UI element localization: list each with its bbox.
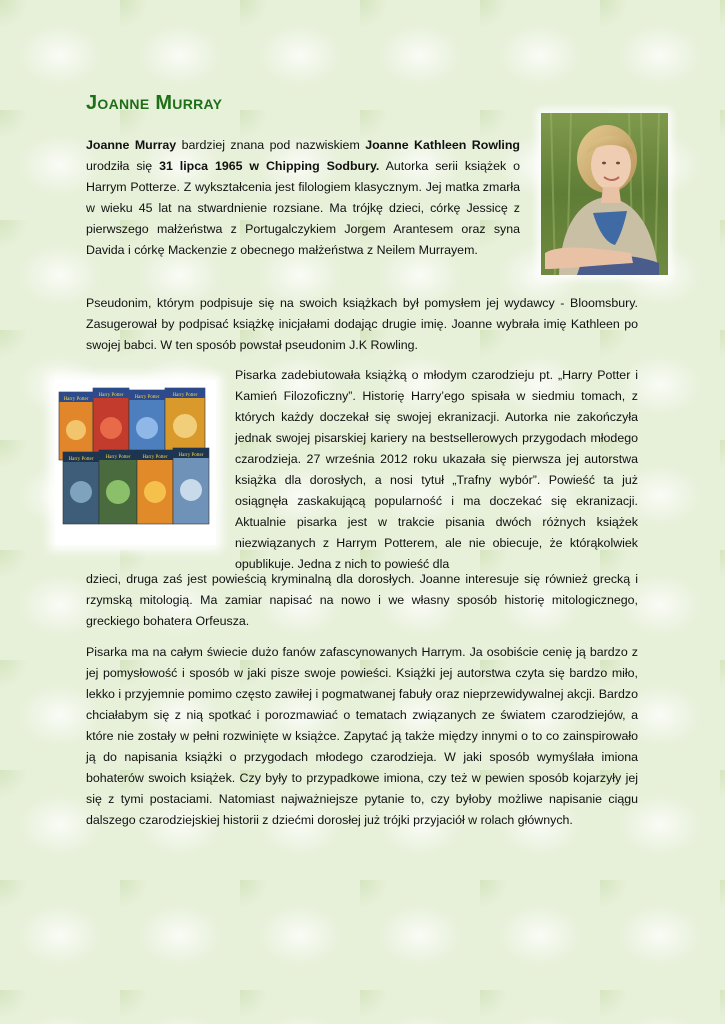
- cover-title: Harry Potter: [98, 393, 124, 398]
- intro-text-2: urodziła się: [86, 159, 160, 173]
- bold-name: Joanne Murray: [86, 138, 177, 152]
- cover-title: Harry Potter: [63, 397, 89, 402]
- bold-birth-date: 31 lipca 1965 w Chipping Sodbury.: [159, 159, 380, 173]
- books-illustration: [55, 380, 216, 545]
- paragraph-debut: Pisarka zadebiutowała książką o młodym czarodzieju pt. „Harry Potter i Kamień Filozoficzny”. Historię Harry’ego spisała w siedmiu tomach, z których każdy doczekał się swojej ekranizacji. Autorka nie zakończyła jednak swojej pisarskiej kariery na bestsellerowych przygodach młodego czarodzieja. 27 września 2012 roku ukazała się pierwsza jej autorstwa książka dla dorosłych, a nosi tytuł „Trafny wybór”. Powieść ta już osiągnęła zaskakującą popularność i ma doczekać się ekranizacji. Aktualnie pisarka jest w trakcie pisania dwóch różnych książek niezwiązanych z Harrym Potterem, ale nie obiecuje, że którąkolwiek opublikuje. Jedna z nich to powieść dla: [235, 368, 638, 571]
- intro-text-1: bardziej znana pod nazwiskiem: [176, 138, 366, 152]
- paragraph-opinion: Pisarka ma na całym świecie dużo fanów zafascynowanych Harrym. Ja osobiście cenię ją bardzo z jej pomysłowość i sposób w jaki pisze swoje powieści. Książki jej autorstwa czyta się bardzo miło, lekko i przyjemnie pomimo często zawiłej i pogmatwanej fabuły oraz nieprzewidywalnej akcji. Bardzo chciałabym się z nią spotkać i porozmawiać o tematach związanych ze światem czarodziejów, a które nie zostały w pełni rozwinięte w książce. Zapytać ją także między innymi o to co zainspirowało ją do napisania książki o przygodach młodego czarodzieja. W jaki sposób wymyślała imiona bohaterów swoich książek. Czy były to przypadkowe imiona, czy też w pewien sposób kojarzyły jej się z tymi postaciami. Natomiast najważniejsze pytanie to, czy byłoby możliwe napisanie ciągu dalszego czarodziejskiej historii z dziećmi dorosłej już trójki przyjaciół w rolach głównych.: [86, 645, 638, 827]
- author-photo: [541, 113, 668, 275]
- author-photo-image: [541, 113, 668, 275]
- paragraph-pseudonym: Pseudonim, którym podpisuje się na swoich książkach był pomysłem jej wydawcy - Bloomsbury. Zasugerował by podpisać książkę inicjałami dodając drugie imię. Joanne wybrała imię Kathleen po swojej babci. W ten sposób powstał pseudonim J.K Rowling.: [86, 296, 638, 352]
- cover-title: Harry Potter: [68, 457, 94, 462]
- bold-full-name: Joanne Kathleen Rowling: [365, 138, 520, 152]
- paragraph-debut-continued: dzieci, druga zaś jest powieścią kryminalną dla dorosłych. Joanne interesuje się również grecką i rzymską mitologią. Ma zamiar napisać na nowo i we własny sposób historię mitologicznego, greckiego bohatera Orfeusza.: [86, 572, 638, 628]
- cover-title: Harry Potter: [142, 455, 168, 460]
- intro-text-3: Autorka serii książek o Harrym Potterze. Z wykształcenia jest filologiem klasycznym. Jej matka zmarła w wieku 45 lat na stwardnienie rozsiane. Ma trójkę dzieci, córkę Jessicę z pierwszego małżeństwa z Portugalczykiem Jorgem Arantesem oraz syna Davida i córkę Mackenzie z obecnego małżeństwa z Neilem Murrayem.: [86, 159, 520, 257]
- paragraph-intro: [86, 135, 520, 261]
- page-title: Joanne Murray: [86, 92, 223, 114]
- books-image: [55, 380, 216, 545]
- cover-title: Harry Potter: [172, 393, 198, 398]
- cover-title: Harry Potter: [105, 455, 131, 460]
- cover-title: Harry Potter: [178, 453, 204, 458]
- cover-title: Harry Potter: [134, 395, 160, 400]
